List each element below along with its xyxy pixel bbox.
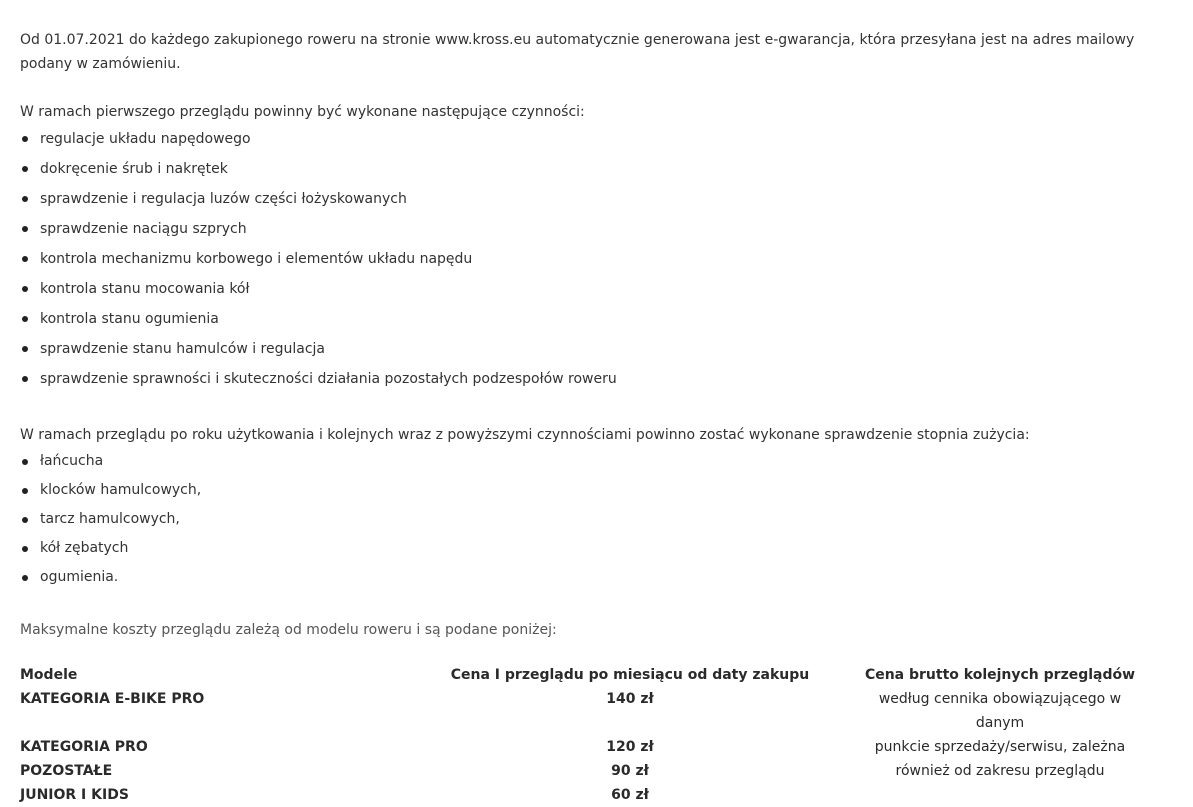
next-price-line: według cennika obowiązującego w danym [878,691,1122,731]
model-cell: KATEGORIA PRO [20,739,148,755]
list-item: łańcucha [20,447,1165,476]
bullet-icon [22,459,28,465]
costs-lead: Maksymalne koszty przeglądu zależą od modelu roweru i są podane poniżej: [20,622,557,638]
first-review-list [20,124,1165,394]
table-header-row [20,663,1140,687]
list-item: kontrola stanu ogumienia [20,304,1165,334]
bullet-icon [22,166,28,172]
model-cell: JUNIOR I KIDS [20,787,129,803]
list-item: kół zębatych [20,534,1165,563]
list-item: sprawdzenie i regulacja luzów części łożyskowanych [20,184,1165,214]
next-price-line: również od zakresu przeglądu [895,763,1105,779]
table-row [20,759,1140,783]
model-cell: POZOSTAŁE [20,763,113,779]
model-cell: KATEGORIA E-BIKE PRO [20,691,205,707]
header-first-review-price: Cena I przeglądu po miesiącu od daty zakupu [450,667,810,683]
first-price-cell: 120 zł [606,739,654,755]
yearly-review-section [20,423,1165,592]
list-item: regulacje układu napędowego [20,124,1165,154]
header-model: Modele [20,667,78,683]
empty-cell [860,783,1140,807]
bullet-icon [22,517,28,523]
bullet-icon [22,196,28,202]
list-item: sprawdzenie naciągu szprych [20,214,1165,244]
bullet-icon [22,256,28,262]
list-item: ogumienia. [20,563,1165,592]
list-item: dokręcenie śrub i nakrętek [20,154,1165,184]
bullet-icon [22,136,28,142]
header-next-review-price: Cena brutto kolejnych przeglądów [864,667,1136,683]
table-row [20,687,1140,735]
first-price-cell: 140 zł [606,691,654,707]
bullet-icon [22,316,28,322]
first-price-cell: 60 zł [611,787,649,803]
yearly-review-lead: W ramach przeglądu po roku użytkowania i kolejnych wraz z powyższymi czynnościami powinno zostać wykonane sprawdzenie stopnia zużycia: [20,427,1030,443]
table-row [20,735,1140,759]
list-item: sprawdzenie stanu hamulców i regulacja [20,334,1165,364]
price-table [20,663,1140,807]
next-price-line: punkcie sprzedaży/serwisu, zależna [874,739,1126,755]
list-item: kontrola mechanizmu korbowego i elementów układu napędu [20,244,1165,274]
table-row [20,783,1140,807]
bullet-icon [22,546,28,552]
list-item: kontrola stanu mocowania kół [20,274,1165,304]
bullet-icon [22,226,28,232]
first-price-cell: 90 zł [611,763,649,779]
first-review-lead: W ramach pierwszego przeglądu powinny być wykonane następujące czynności: [20,104,585,120]
list-item: tarcz hamulcowych, [20,505,1165,534]
list-item: klocków hamulcowych, [20,476,1165,505]
bullet-icon [22,346,28,352]
first-review-section [20,100,1165,394]
bullet-icon [22,575,28,581]
bullet-icon [22,376,28,382]
intro-paragraph: Od 01.07.2021 do każdego zakupionego roweru na stronie www.kross.eu automatycznie generowana jest e-gwarancja, która przesyłana jest na adres mailowy podany w zamówieniu. [20,32,1135,72]
bullet-icon [22,286,28,292]
list-item: sprawdzenie sprawności i skuteczności działania pozostałych podzespołów roweru [20,364,1165,394]
bullet-icon [22,488,28,494]
article-content [20,28,1165,807]
yearly-review-list [20,447,1165,592]
